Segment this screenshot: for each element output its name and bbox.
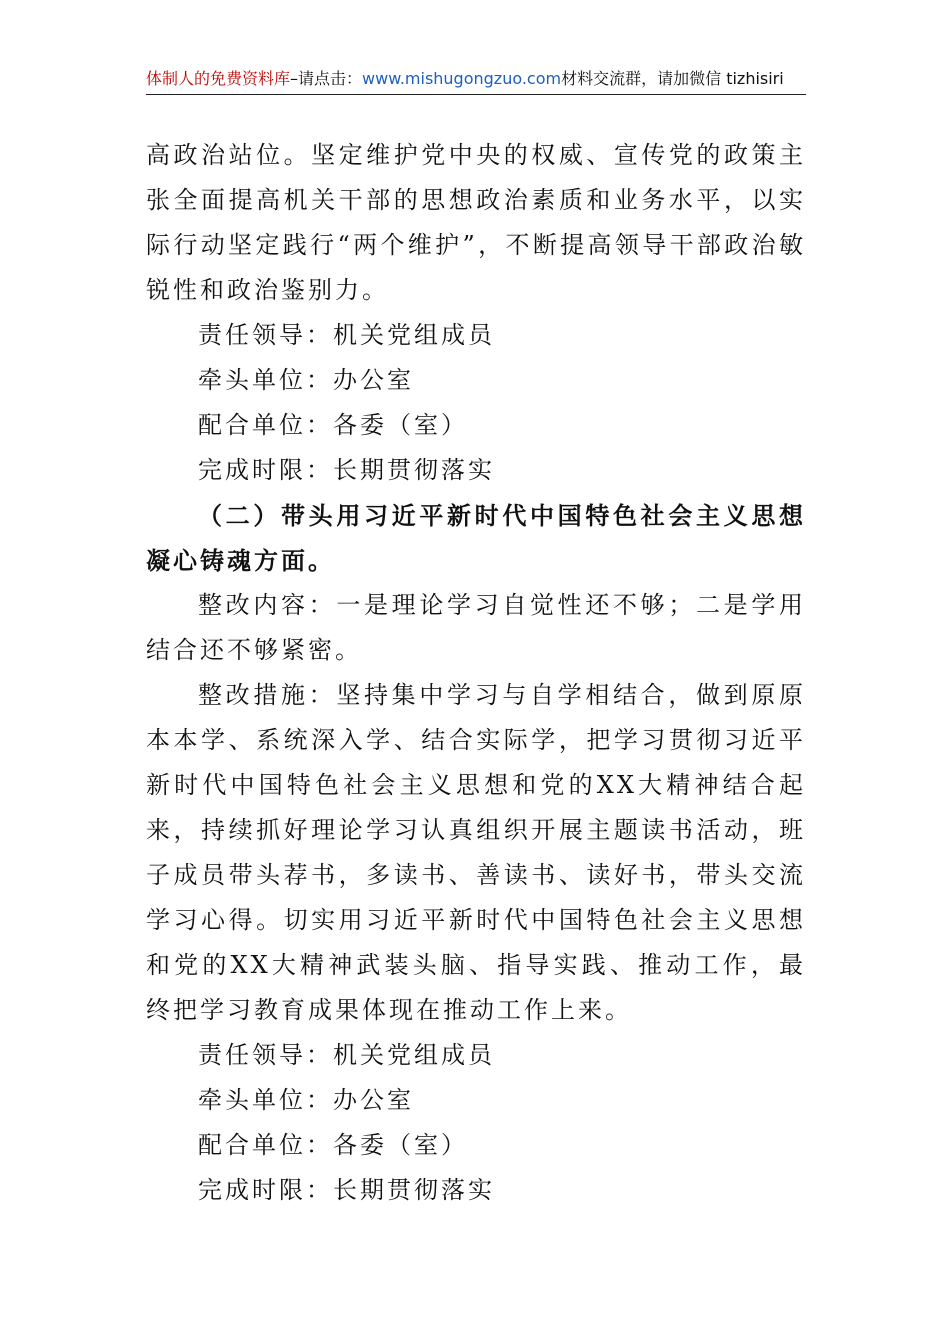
header-brand: 体制人的免费资料库 — [146, 69, 291, 88]
lead-unit-1: 牵头单位：办公室 — [198, 366, 414, 394]
header-prompt: –请点击： — [290, 69, 363, 88]
paragraph-continuation: 高政治站位。坚定维护党中央的权威、宣传党的政策主张全面提高机关干部的思想政治素质和业务水平，以实际行动坚定践行“两个维护”，不断提高领导干部政治敏锐性和政治鉴别力。 — [146, 141, 806, 304]
page-header — [146, 64, 806, 95]
section-heading: （二）带头用习近平新时代中国特色社会主义思想凝心铸魂方面。 — [146, 501, 806, 575]
cooperating-unit-2: 配合单位：各委（室） — [198, 1131, 468, 1159]
responsible-leader-1: 责任领导：机关党组成员 — [198, 321, 495, 349]
cooperating-unit-1: 配合单位：各委（室） — [198, 411, 468, 439]
responsible-leader-2: 责任领导：机关党组成员 — [198, 1041, 495, 1069]
lead-unit-2: 牵头单位：办公室 — [198, 1086, 414, 1114]
deadline-1: 完成时限：长期贯彻落实 — [198, 456, 495, 484]
rectification-measures: 整改措施：坚持集中学习与自学相结合，做到原原本本学、系统深入学、结合实际学，把学习贯彻习近平新时代中国特色社会主义思想和党的XX大精神结合起来，持续抓好理论学习认真组织开展主题读书活动，班子成员带头荐书，多读书、善读书、读好书，带头交流学习心得。切实用习近平新时代中国特色社会主义思想和党的XX大精神武装头脑、指导实践、推动工作，最终把学习教育成果体现在推动工作上来。 — [146, 681, 806, 1024]
header-tail: 材料交流群，请加微信 tizhisiri — [561, 69, 784, 88]
deadline-2: 完成时限：长期贯彻落实 — [198, 1176, 495, 1204]
rectification-content: 整改内容：一是理论学习自觉性还不够；二是学用结合还不够紧密。 — [146, 591, 806, 664]
document-body — [146, 133, 806, 1213]
header-url-link[interactable]: www.mishugongzuo.com — [362, 69, 562, 88]
